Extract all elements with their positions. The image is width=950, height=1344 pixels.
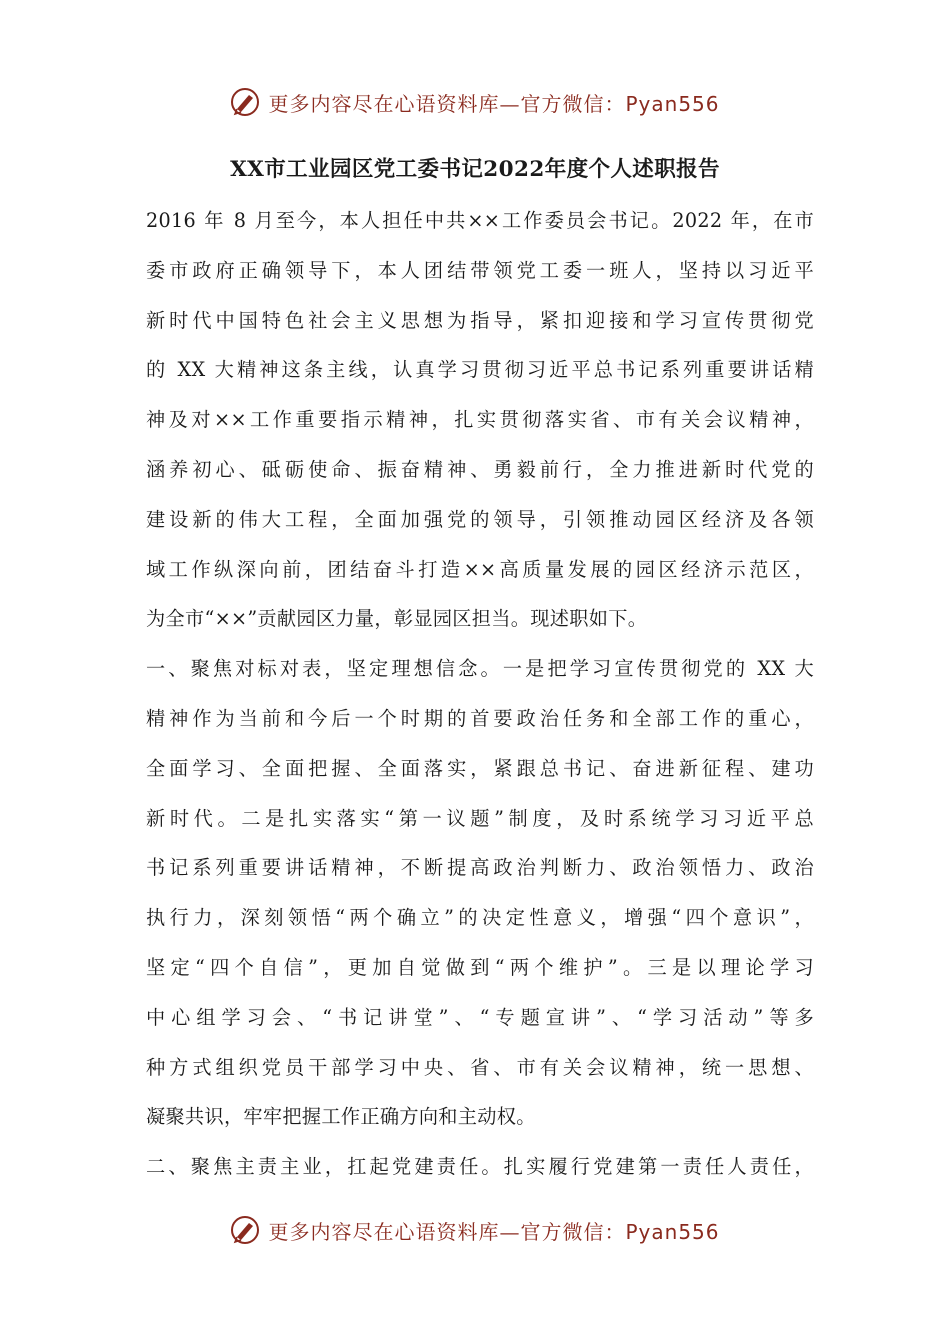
wechat-id: Pyan556 <box>625 1219 720 1244</box>
body-line: 精神作为当前和今后一个时期的首要政治任务和全部工作的重心， <box>146 706 814 730</box>
body-line: 书记系列重要讲话精神，不断提高政治判断力、政治领悟力、政治 <box>146 856 814 880</box>
body-line: 种方式组织党员干部学习中央、省、市有关会议精神，统一思想、 <box>146 1055 814 1079</box>
body-line: 委市政府正确领导下，本人团结带领党工委一班人，坚持以习近平 <box>146 258 814 282</box>
body-line: 中心组学习会、“书记讲堂”、“专题宣讲”、“学习活动”等多 <box>146 1005 814 1029</box>
body-line: 神及对××工作重要指示精神，扎实贯彻落实省、市有关会议精神， <box>146 408 814 432</box>
body-line: 2016 年 8 月至今，本人担任中共××工作委员会书记。2022 年，在市 <box>146 209 814 232</box>
watermark-banner-bottom <box>0 1210 950 1250</box>
body-line: 二、聚焦主责主业，扛起党建责任。扎实履行党建第一责任人责任， <box>146 1155 814 1179</box>
body-line: 全面学习、全面把握、全面落实，紧跟总书记、奋进新征程、建功 <box>146 756 814 780</box>
document-body <box>146 196 814 1192</box>
body-line: 新时代中国特色社会主义思想为指导，紧扣迎接和学习宣传贯彻党 <box>146 308 814 332</box>
pen-logo-icon <box>230 87 260 117</box>
watermark-banner-top <box>0 82 950 122</box>
body-line: 一、聚焦对标对表，坚定理想信念。一是把学习宣传贯彻党的 XX 大 <box>146 657 814 681</box>
body-line: 坚定“四个自信”，更加自觉做到“两个维护”。三是以理论学习 <box>146 955 814 979</box>
body-line: 域工作纵深向前，团结奋斗打造××高质量发展的园区经济示范区， <box>146 557 814 581</box>
watermark-text: 更多内容尽在心语资料库—官方微信：Pyan556 <box>268 1219 720 1244</box>
wechat-id: Pyan556 <box>625 91 720 116</box>
document-title: XX市工业园区党工委书记2022年度个人述职报告 <box>230 157 720 182</box>
body-line: 建设新的伟大工程，全面加强党的领导，引领推动园区经济及各领 <box>146 507 814 531</box>
pen-logo-icon <box>230 1215 260 1245</box>
body-line: 的 XX 大精神这条主线，认真学习贯彻习近平总书记系列重要讲话精 <box>146 358 814 382</box>
body-line: 凝聚共识，牢牢把握工作正确方向和主动权。 <box>146 1105 536 1129</box>
body-line: 执行力，深刻领悟“两个确立”的决定性意义，增强“四个意识”， <box>146 906 814 930</box>
body-line: 涵养初心、砥砺使命、振奋精神、勇毅前行，全力推进新时代党的 <box>146 457 814 481</box>
watermark-text: 更多内容尽在心语资料库—官方微信：Pyan556 <box>268 91 720 116</box>
body-line: 为全市“××”贡献园区力量，彰显园区担当。现述职如下。 <box>146 607 648 631</box>
body-line: 新时代。二是扎实落实“第一议题”制度，及时系统学习习近平总 <box>146 806 814 830</box>
